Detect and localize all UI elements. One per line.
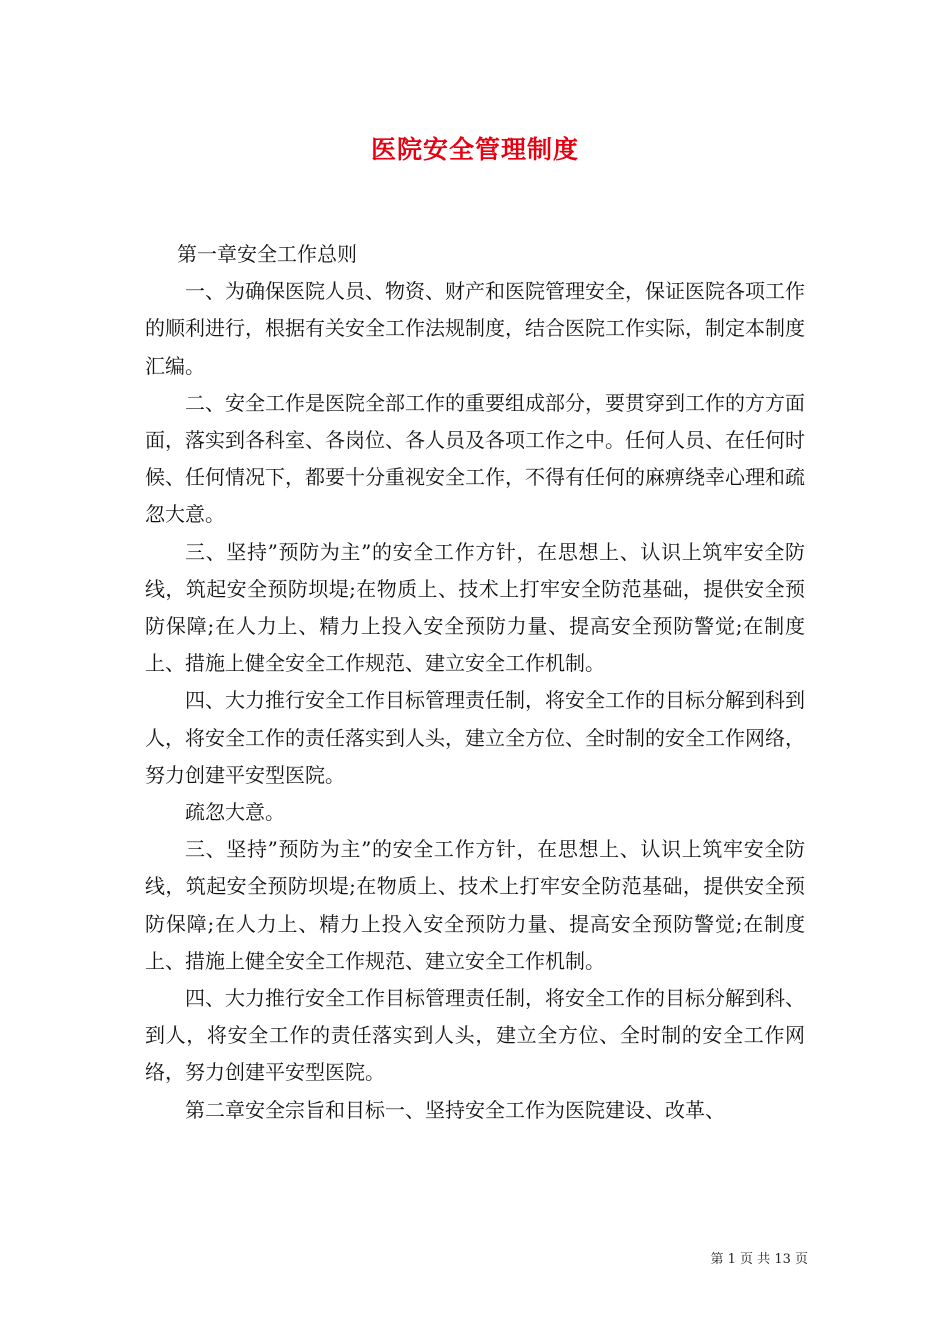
paragraph-6: 三、坚持”预防为主”的安全工作方针，在思想上、认识上筑牢安全防线，筑起安全预防坝堤;在物质上、技术上打牢安全防范基础，提供安全预防保障;在人力上、精力上投入安全预防力量、提高安全预防警觉;在制度上、措施上健全安全工作规范、建立安全工作机制。 xyxy=(145,837,805,973)
paragraph-5: 疏忽大意。 xyxy=(185,800,285,825)
paragraph-2: 二、安全工作是医院全部工作的重要组成部分，要贯穿到工作的方方面面，落实到各科室、各岗位、各人员及各项工作之中。任何人员、在任何时候、任何情况下，都要十分重视安全工作，不得有任何的麻痹绕幸心理和疏忽大意。 xyxy=(145,390,805,527)
paragraph-7: 四、大力推行安全工作目标管理责任制，将安全工作的目标分解到科、到人，将安全工作的责任落实到人头，建立全方位、全时制的安全工作网络，努力创建平安型医院。 xyxy=(145,986,805,1085)
page-number-footer: 第 1 页 共 13 页 xyxy=(710,1252,808,1267)
document-body xyxy=(145,236,805,1129)
chapter-heading: 第一章安全工作总则 xyxy=(177,242,357,266)
paragraph-3: 三、坚持”预防为主”的安全工作方针，在思想上、认识上筑牢安全防线，筑起安全预防坝堤;在物质上、技术上打牢安全防范基础，提供安全预防保障;在人力上、精力上投入安全预防力量、提高安全预防警觉;在制度上、措施上健全安全工作规范、建立安全工作机制。 xyxy=(145,539,805,676)
paragraph-8: 第二章安全宗旨和目标一、坚持安全工作为医院建设、改革、 xyxy=(185,1097,725,1122)
paragraph-4: 四、大力推行安全工作目标管理责任制，将安全工作的目标分解到科到人，将安全工作的责任落实到人头，建立全方位、全时制的安全工作网络，努力创建平安型医院。 xyxy=(145,688,805,787)
document-title: 医院安全管理制度 xyxy=(370,135,579,164)
paragraph-1: 一、为确保医院人员、物资、财产和医院管理安全，保证医院各项工作的顺利进行，根据有关安全工作法规制度，结合医院工作实际，制定本制度汇编。 xyxy=(145,279,805,378)
